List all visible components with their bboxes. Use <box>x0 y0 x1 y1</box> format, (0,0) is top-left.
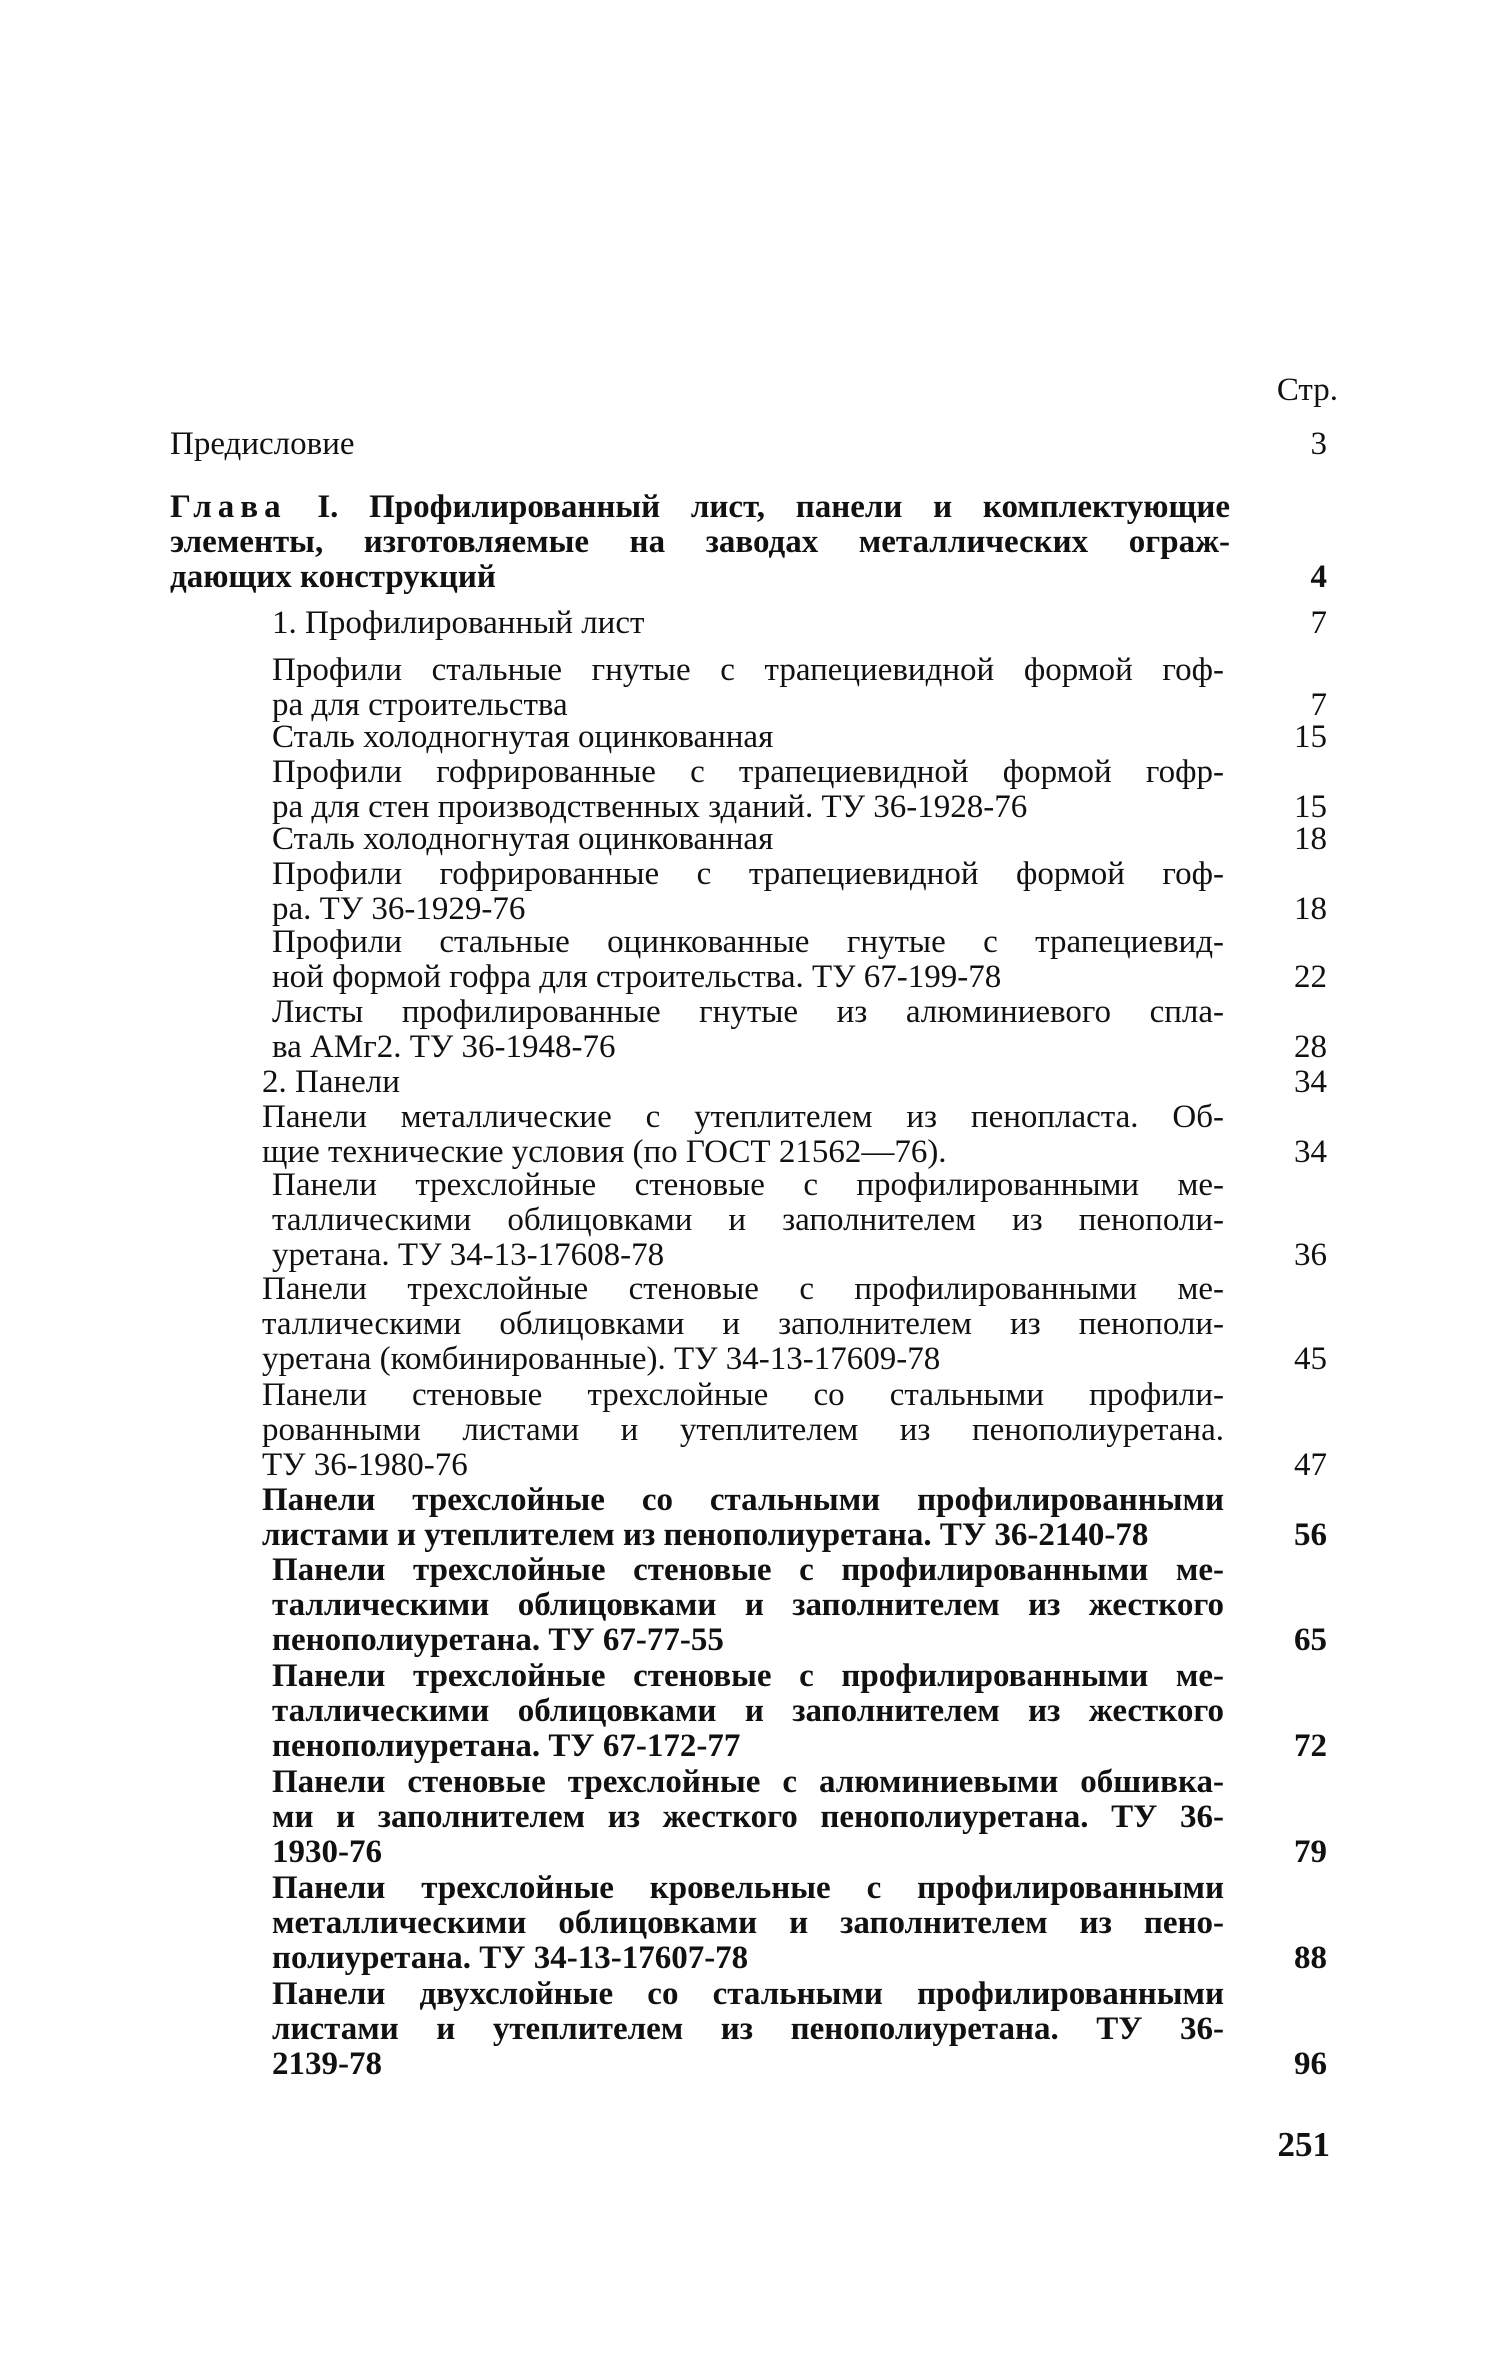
toc-entry-text: 2. Панели <box>262 1064 400 1100</box>
toc-entry-text: Панели трехслойные кровельные с профилированными металлическими облицовками и заполнителем из пено- полиуретана. ТУ 34-13-17607-78 <box>272 1870 1224 1976</box>
toc-entry-text: Панели металлические с утеплителем из пенопласта. Об- щие технические условия (по ГОСТ 21562—76). <box>262 1099 1224 1170</box>
toc-entry-page: 72 <box>1294 1728 1327 1764</box>
toc-entry-preface <box>170 427 1327 462</box>
toc-entry-text: Профили стальные оцинкованные гнутые с трапециевид- ной формой гофра для строительства. ТУ 67-199-78 <box>272 924 1224 995</box>
toc-entry <box>272 1659 1327 1764</box>
toc-entry-text: Сталь холодногнутая оцинкованная <box>272 719 774 755</box>
toc-entry-text: Панели трехслойные стеновые с профилированными ме- таллическими облицовками и заполнителем из пенополи- уретана. ТУ 34-13-17608-78 <box>272 1167 1224 1273</box>
toc-entry <box>272 755 1327 825</box>
toc-entry-text: Панели трехслойные стеновые с профилированными ме- таллическими облицовками и заполнителем из жесткого пенополиуретана. ТУ 67-172-77 <box>272 1658 1224 1764</box>
toc-entry-page: 15 <box>1294 789 1327 825</box>
toc-entry-page: 7 <box>1310 605 1327 641</box>
toc-entry <box>272 1553 1327 1658</box>
toc-entry <box>272 995 1327 1065</box>
toc-entry <box>272 1168 1327 1273</box>
page-column-header: Стр. <box>1276 372 1338 408</box>
toc-chapter-heading <box>170 490 1327 595</box>
toc-entry <box>272 1871 1327 1976</box>
toc-entry-page: 88 <box>1294 1940 1327 1976</box>
toc-entry-page: 34 <box>1294 1134 1327 1170</box>
toc-entry-text: Глава I. Профилированный лист, панели и комплектующие элементы, изготовляемые на заводах металлических ограж- дающих конструкций <box>170 489 1230 595</box>
toc-entry <box>272 720 1327 755</box>
toc-entry-text: Панели стеновые трехслойные с алюминиевыми обшивка- ми и заполнителем из жесткого пенополиуретана. ТУ 36- 1930-76 <box>272 1764 1224 1870</box>
toc-entry <box>272 1765 1327 1870</box>
toc-entry-text: Профили гофрированные с трапециевидной формой гофр- ра для стен производственных зданий. ТУ 36-1928-76 <box>272 754 1224 825</box>
toc-entry-text: Панели стеновые трехслойные со стальными профили- рованными листами и утеплителем из пенополиуретана. ТУ 36-1980-76 <box>262 1377 1224 1483</box>
toc-entry <box>262 1065 1327 1100</box>
toc-entry-page: 18 <box>1294 821 1327 857</box>
toc-entry-text: Профили стальные гнутые с трапециевидной формой гоф- ра для строительства <box>272 652 1224 723</box>
toc-entry <box>262 1100 1327 1170</box>
toc-entry-page: 45 <box>1294 1341 1327 1377</box>
toc-entry-text: 1. Профилированный лист <box>272 605 645 641</box>
toc-entry-page: 96 <box>1294 2046 1327 2082</box>
toc-entry-page: 47 <box>1294 1447 1327 1483</box>
toc-entry-text: Листы профилированные гнутые из алюминиевого спла- ва АМг2. ТУ 36-1948-76 <box>272 994 1224 1065</box>
toc-entry <box>272 822 1327 857</box>
toc-entry-page: 7 <box>1310 687 1327 723</box>
toc-entry-text: Панели двухслойные со стальными профилированными листами и утеплителем из пенополиуретана. ТУ 36- 2139-78 <box>272 1976 1224 2082</box>
toc-entry <box>262 1483 1327 1553</box>
toc-entry <box>272 606 1327 641</box>
chapter-word: Глава <box>170 489 287 525</box>
toc-entry-text: Профили гофрированные с трапециевидной формой гоф- ра. ТУ 36-1929-76 <box>272 856 1224 927</box>
toc-entry-page: 28 <box>1294 1029 1327 1065</box>
toc-entry-page: 34 <box>1294 1064 1327 1100</box>
toc-entry <box>272 653 1327 723</box>
toc-entry <box>272 857 1327 927</box>
toc-entry <box>262 1272 1327 1377</box>
toc-entry-page: 3 <box>1310 426 1327 462</box>
toc-entry-page: 36 <box>1294 1237 1327 1273</box>
toc-entry-page: 18 <box>1294 891 1327 927</box>
toc-entry <box>262 1378 1327 1483</box>
toc-entry-text: Предисловие <box>170 426 355 462</box>
toc-entry-text: Панели трехслойные со стальными профилированными листами и утеплителем из пенополиуретана. ТУ 36-2140-78 <box>262 1482 1224 1553</box>
toc-entry <box>272 1977 1327 2082</box>
toc-entry <box>272 925 1327 995</box>
page-number: 251 <box>1277 2125 1330 2164</box>
toc-entry-text: Панели трехслойные стеновые с профилированными ме- таллическими облицовками и заполнителем из пенополи- уретана (комбинированные). ТУ 34-13-17609-78 <box>262 1271 1224 1377</box>
toc-entry-page: 65 <box>1294 1622 1327 1658</box>
toc-entry-text: Панели трехслойные стеновые с профилированными ме- таллическими облицовками и заполнителем из жесткого пенополиуретана. ТУ 67-77-55 <box>272 1552 1224 1658</box>
toc-entry-page: 56 <box>1294 1517 1327 1553</box>
toc-entry-text: Сталь холодногнутая оцинкованная <box>272 821 774 857</box>
toc-entry-page: 15 <box>1294 719 1327 755</box>
toc-entry-page: 4 <box>1310 559 1327 595</box>
toc-entry-page: 22 <box>1294 959 1327 995</box>
toc-entry-page: 79 <box>1294 1834 1327 1870</box>
